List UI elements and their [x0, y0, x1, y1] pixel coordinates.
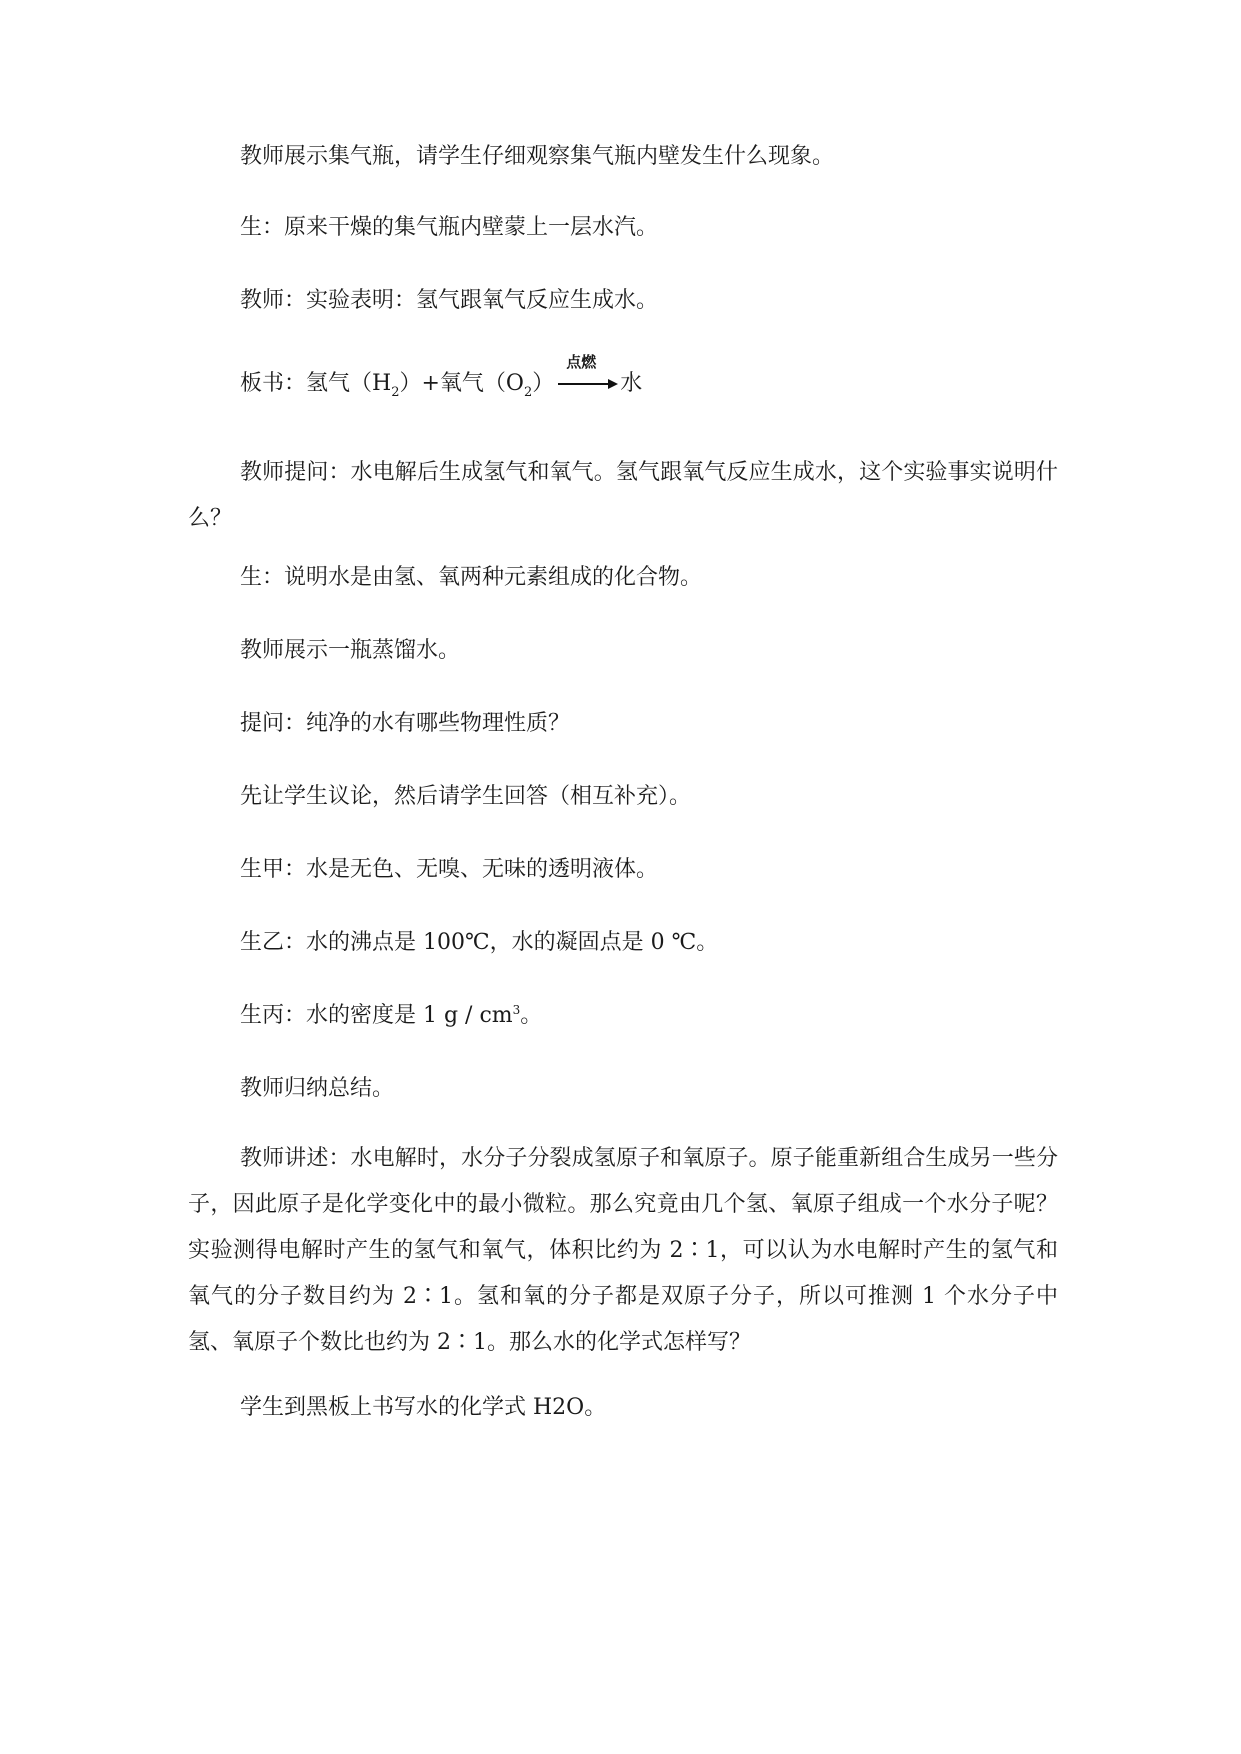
paragraph-student-c — [188, 1005, 1058, 1029]
paragraph-student-a: 生甲：水是无色、无嗅、无味的透明液体。 — [240, 857, 659, 882]
reaction-condition: 点燃 — [566, 353, 597, 371]
equation-middle: ）+氧气（O — [399, 371, 524, 396]
equation-close: ） — [532, 371, 555, 396]
paragraph-question-properties: 提问：纯净的水有哪些物理性质？ — [240, 711, 571, 736]
density-superscript: 3 — [512, 1003, 521, 1017]
equation-h2-subscript: 2 — [391, 385, 400, 400]
density-tail: 。 — [520, 1003, 543, 1028]
paragraph-distilled-water: 教师展示一瓶蒸馏水。 — [240, 638, 461, 663]
paragraph-teacher-shows-bottle: 教师展示集气瓶，请学生仔细观察集气瓶内壁发生什么现象。 — [240, 144, 835, 169]
chemical-equation — [188, 353, 1058, 400]
reaction-arrow — [556, 353, 618, 395]
density-text: 生丙：水的密度是 1 g / cm — [240, 1003, 513, 1028]
paragraph-student-b: 生乙：水的沸点是 100℃，水的凝固点是 0 ℃。 — [240, 930, 719, 955]
arrow-icon — [556, 377, 618, 391]
paragraph-discussion: 先让学生议论，然后请学生回答（相互补充）。 — [240, 784, 692, 809]
equation-lead: 板书：氢气（H — [240, 371, 392, 396]
paragraph-student-observation: 生：原来干燥的集气瓶内壁蒙上一层水汽。 — [240, 215, 659, 240]
equation-o2-subscript: 2 — [523, 385, 533, 400]
paragraph-final: 学生到黑板上书写水的化学式 H2O。 — [240, 1395, 607, 1420]
equation-product: 水 — [620, 371, 643, 396]
paragraph-summary: 教师归纳总结。 — [240, 1076, 395, 1101]
paragraph-student-answer: 生：说明水是由氢、氧两种元素组成的化合物。 — [240, 565, 703, 590]
paragraph-lecture: 教师讲述：水电解时，水分子分裂成氢原子和氧原子。原子能重新组合生成另一些分子，因此原子是化学变化中的最小微粒。那么究竟由几个氢、氧原子组成一个水分子呢？实验测得电解时产生的氢气和氧气，体积比约为 2∶1，可以认为水电解时产生的氢气和氧气的分子数目约为 2∶1。氢和氧的分子都是双原子分子，所以可推测 1 个水分子中氢、氧原子个数比也约为 2∶1。那么水的化学式怎样写？ — [188, 1146, 1058, 1355]
paragraph-experiment-conclusion: 教师：实验表明：氢气跟氧气反应生成水。 — [240, 288, 659, 313]
paragraph-teacher-question: 教师提问：水电解后生成氢气和氧气。氢气跟氧气反应生成水，这个实验事实说明什么？ — [188, 460, 1058, 531]
